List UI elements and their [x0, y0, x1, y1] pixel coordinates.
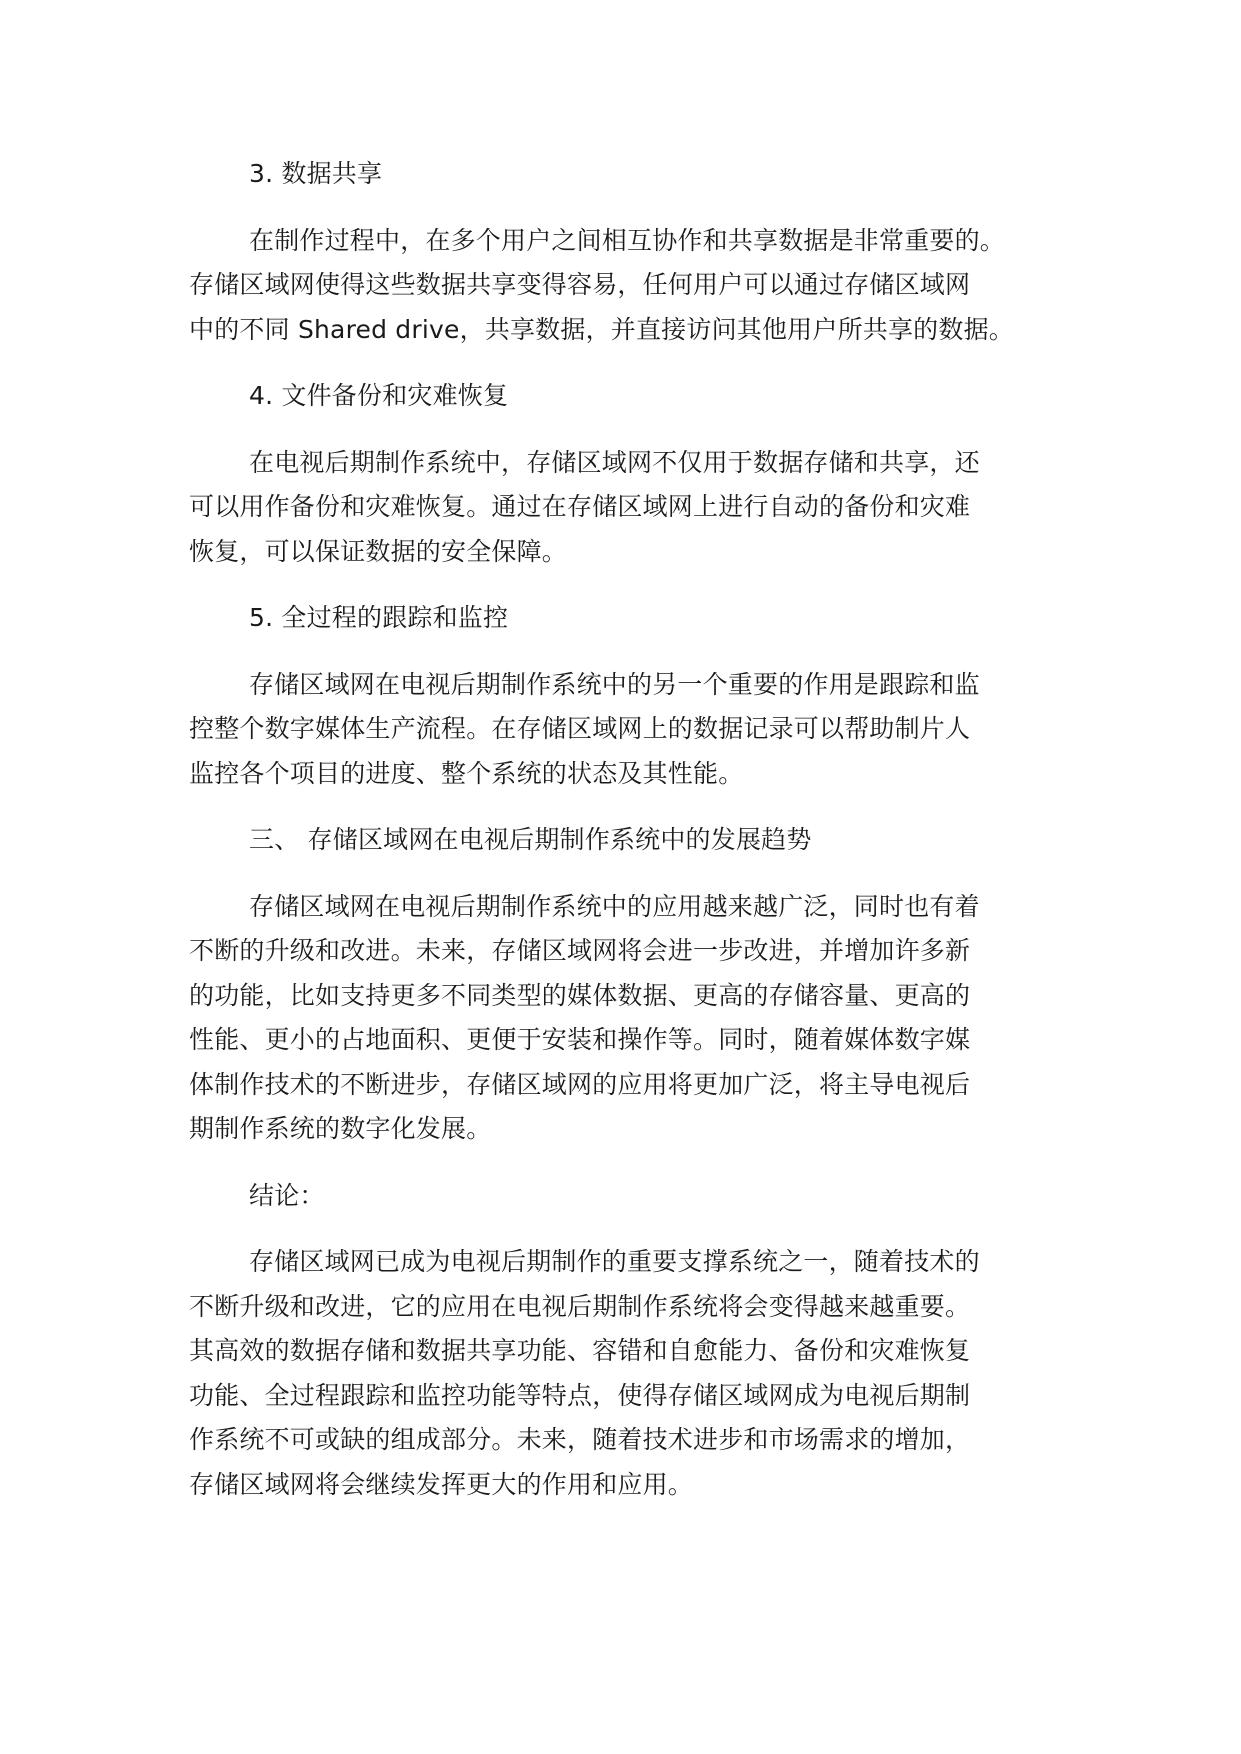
paragraph-line: 作系统不可或缺的组成部分。未来，随着技术进步和市场需求的增加，: [189, 1425, 971, 1454]
paragraph-line: 恢复，可以保证数据的安全保障。: [189, 536, 568, 566]
paragraph-data-sharing: [189, 219, 1059, 353]
paragraph-line: 监控各个项目的进度、整个系统的状态及其性能。: [189, 758, 744, 788]
section-heading: 结论：: [249, 1180, 325, 1210]
section-heading: 4. 文件备份和灾难恢复: [249, 381, 509, 410]
document-body: [189, 152, 1059, 1529]
section-heading: 三、 存储区域网在电视后期制作系统中的发展趋势: [249, 825, 812, 854]
paragraph-line: 中的不同 Shared drive，共享数据，并直接访问其他用户所共享的数据。: [189, 314, 1014, 344]
paragraph-line: 不断的升级和改进。未来，存储区域网将会进一步改进，并增加许多新: [189, 936, 971, 965]
paragraph-line: 在制作过程中，在多个用户之间相互协作和共享数据是非常重要的。: [249, 225, 1006, 255]
paragraph-line: 控整个数字媒体生产流程。在存储区域网上的数据记录可以帮助制片人: [189, 714, 971, 743]
paragraph-line: 存储区域网在电视后期制作系统中的应用越来越广泛，同时也有着: [249, 891, 980, 921]
section-tracking-monitoring: [189, 596, 1059, 641]
paragraph-line: 存储区域网已成为电视后期制作的重要支撑系统之一，随着技术的: [249, 1247, 980, 1276]
section-backup-recovery: [189, 374, 1059, 419]
paragraph-line: 其高效的数据存储和数据共享功能、容错和自愈能力、备份和灾难恢复: [189, 1336, 971, 1365]
section-development-trend: [189, 818, 1059, 863]
paragraph-line: 功能、全过程跟踪和监控功能等特点，使得存储区域网成为电视后期制: [189, 1380, 971, 1410]
section-conclusion: [189, 1174, 1059, 1219]
paragraph-conclusion: [189, 1240, 1059, 1507]
paragraph-line: 存储区域网在电视后期制作系统中的另一个重要的作用是跟踪和监: [249, 669, 980, 699]
paragraph-line: 期制作系统的数字化发展。: [189, 1114, 492, 1143]
paragraph-line: 存储区域网使得这些数据共享变得容易，任何用户可以通过存储区域网: [189, 270, 971, 299]
paragraph-line: 的功能，比如支持更多不同类型的媒体数据、更高的存储容量、更高的: [189, 980, 971, 1010]
paragraph-line: 可以用作备份和灾难恢复。通过在存储区域网上进行自动的备份和灾难: [189, 492, 971, 521]
paragraph-tracking-monitoring: [189, 663, 1059, 797]
paragraph-line: 不断升级和改进，它的应用在电视后期制作系统将会变得越来越重要。: [189, 1291, 971, 1321]
paragraph-line: 体制作技术的不断进步，存储区域网的应用将更加广泛，将主导电视后: [189, 1069, 971, 1099]
paragraph-backup-recovery: [189, 441, 1059, 575]
paragraph-line: 性能、更小的占地面积、更便于安装和操作等。同时，随着媒体数字媒: [189, 1025, 971, 1054]
paragraph-development-trend: [189, 885, 1059, 1152]
section-heading: 5. 全过程的跟踪和监控: [249, 603, 509, 632]
section-heading: 3. 数据共享: [249, 159, 383, 188]
paragraph-line: 存储区域网将会继续发挥更大的作用和应用。: [189, 1469, 694, 1499]
paragraph-line: 在电视后期制作系统中，存储区域网不仅用于数据存储和共享，还: [249, 447, 980, 477]
section-data-sharing: [189, 152, 1059, 197]
